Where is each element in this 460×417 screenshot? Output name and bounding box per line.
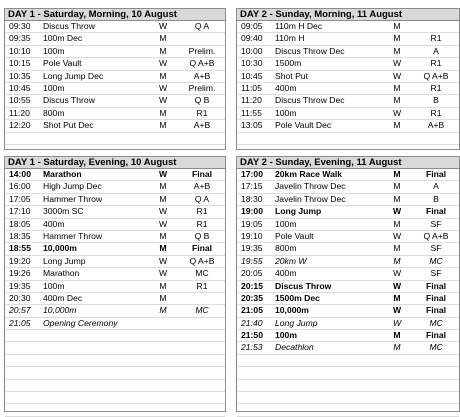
event-cell: Long Jump: [275, 206, 322, 217]
event-cell: Pole Vault: [275, 230, 314, 241]
phase-cell: R1: [196, 206, 208, 217]
time-cell: 10:55: [9, 95, 31, 106]
event-cell: Discus Throw: [43, 21, 95, 31]
time-cell: 10:30: [241, 58, 263, 69]
event-cell: 1500m: [275, 58, 302, 69]
phase-cell: Prelim.: [188, 82, 216, 93]
gender-cell: W: [158, 218, 168, 229]
gender-cell: W: [158, 169, 168, 179]
table-row: [237, 243, 459, 255]
event-cell: Javelin Throw Dec: [275, 181, 346, 192]
table-row: [237, 305, 459, 317]
table-row: [237, 355, 459, 367]
table-row: [5, 181, 225, 193]
table-row: [5, 71, 225, 83]
gender-cell: M: [159, 280, 167, 291]
phase-cell: Final: [191, 243, 213, 254]
phase-cell: R1: [430, 33, 442, 44]
gender-cell: M: [159, 230, 167, 241]
phase-cell: MC: [195, 268, 209, 279]
event-cell: Discus Throw Dec: [275, 95, 345, 106]
time-cell: 11:55: [241, 107, 262, 118]
time-cell: 19:00: [241, 206, 263, 217]
rows-day1-evening: [5, 169, 225, 417]
time-cell: 14:00: [9, 169, 31, 179]
phase-cell: R1: [196, 107, 208, 118]
table-row: [5, 305, 225, 317]
table-row: [5, 58, 225, 70]
table-row: [237, 33, 459, 45]
event-cell: 800m: [275, 243, 297, 254]
time-cell: 10:10: [9, 45, 31, 56]
event-cell: 800m: [43, 107, 65, 118]
event-cell: Long Jump: [275, 317, 318, 328]
phase-cell: A: [433, 45, 439, 56]
event-cell: 400m: [275, 82, 297, 93]
event-cell: Hammer Throw: [43, 193, 103, 204]
phase-cell: Q B: [194, 230, 210, 241]
phase-cell: A+B: [427, 120, 445, 131]
table-row: [5, 367, 225, 379]
gender-cell: W: [392, 58, 402, 69]
table-row: [237, 120, 459, 132]
table-row: [237, 194, 459, 206]
event-cell: 10,000m: [275, 305, 309, 316]
gender-cell: M: [159, 33, 167, 44]
event-cell: 100m: [43, 82, 65, 93]
block-title: DAY 1 - Saturday, Evening, 10 August: [5, 157, 225, 169]
phase-cell: MC: [429, 317, 443, 328]
event-cell: 20km Race Walk: [275, 169, 343, 179]
event-cell: High Jump Dec: [43, 181, 102, 192]
event-cell: 100m: [275, 330, 297, 341]
gender-cell: M: [393, 342, 401, 353]
gender-cell: M: [159, 305, 167, 316]
event-cell: Marathon: [43, 169, 82, 179]
gender-cell: M: [159, 193, 167, 204]
phase-cell: Q A+B: [189, 255, 215, 266]
event-cell: 400m Dec: [43, 292, 83, 303]
time-cell: 10:45: [9, 82, 31, 93]
phase-cell: Final: [425, 206, 447, 217]
table-row: [237, 380, 459, 392]
gender-cell: W: [158, 95, 168, 106]
time-cell: 13:05: [241, 120, 263, 131]
table-row: [237, 268, 459, 280]
time-cell: 10:15: [9, 58, 31, 69]
gender-cell: W: [158, 58, 168, 69]
time-cell: 21:40: [241, 317, 263, 328]
time-cell: 18:35: [9, 230, 31, 241]
time-cell: 17:15: [241, 181, 263, 192]
gender-cell: M: [393, 45, 401, 56]
time-cell: 19:55: [241, 255, 263, 266]
phase-cell: Q A+B: [423, 70, 449, 81]
table-row: [237, 46, 459, 58]
gender-cell: W: [392, 230, 402, 241]
gender-cell: M: [393, 218, 401, 229]
event-cell: Shot Put Dec: [43, 120, 94, 131]
table-row: [237, 108, 459, 120]
time-cell: 09:40: [241, 33, 263, 44]
table-row: [5, 392, 225, 404]
table-row: [5, 169, 225, 181]
table-row: [5, 342, 225, 354]
table-row: [237, 392, 459, 404]
phase-cell: Final: [425, 305, 447, 316]
table-row: [5, 83, 225, 95]
phase-cell: B: [433, 95, 439, 106]
gender-cell: W: [392, 70, 402, 81]
gender-cell: W: [158, 268, 168, 279]
phase-cell: MC: [429, 255, 443, 266]
table-row: [5, 120, 225, 132]
event-cell: Discus Throw Dec: [275, 45, 345, 56]
time-cell: 10:45: [241, 70, 263, 81]
event-cell: 400m: [275, 268, 297, 279]
event-cell: 10,000m: [43, 305, 77, 316]
table-row: [237, 219, 459, 231]
gender-cell: M: [159, 292, 167, 303]
time-cell: 19:10: [241, 230, 263, 241]
gender-cell: W: [158, 21, 168, 31]
time-cell: 18:55: [9, 243, 31, 254]
table-row: [237, 231, 459, 243]
gender-cell: M: [159, 243, 167, 254]
phase-cell: Q B: [194, 95, 210, 106]
table-row: [237, 281, 459, 293]
phase-cell: SF: [430, 268, 442, 279]
table-row: [237, 404, 459, 416]
time-cell: 19:05: [241, 218, 263, 229]
phase-cell: R1: [196, 218, 208, 229]
gender-cell: W: [392, 280, 402, 291]
table-row: [5, 219, 225, 231]
table-row: [237, 256, 459, 268]
time-cell: 20:15: [241, 280, 263, 291]
phase-cell: A+B: [193, 70, 211, 81]
block-title: DAY 2 - Sunday, Morning, 11 August: [237, 9, 459, 21]
rows-day2-evening: [237, 169, 459, 417]
phase-cell: R1: [430, 58, 442, 69]
block-title: DAY 1 - Saturday, Morning, 10 August: [5, 9, 225, 21]
table-row: [5, 46, 225, 58]
time-cell: 18:30: [241, 193, 263, 204]
table-row: [237, 133, 459, 145]
phase-cell: Prelim.: [188, 45, 216, 56]
event-cell: Long Jump Dec: [43, 70, 104, 81]
table-row: [5, 133, 225, 145]
phase-cell: A+B: [193, 120, 211, 131]
gender-cell: W: [392, 107, 402, 118]
schedule-sheet: [2, 8, 460, 414]
phase-cell: Final: [191, 169, 213, 179]
event-cell: Pole Vault Dec: [275, 120, 332, 131]
table-row: [237, 318, 459, 330]
time-cell: 19:20: [9, 255, 31, 266]
table-row: [237, 206, 459, 218]
table-row: [5, 380, 225, 392]
time-cell: 10:00: [241, 45, 263, 56]
table-row: [5, 95, 225, 107]
time-cell: 19:35: [241, 243, 263, 254]
gender-cell: W: [392, 206, 402, 217]
gender-cell: M: [393, 82, 401, 93]
event-cell: Hammer Throw: [43, 230, 103, 241]
phase-cell: SF: [430, 218, 442, 229]
time-cell: 21:53: [241, 342, 263, 353]
time-cell: 19:26: [9, 268, 31, 279]
gender-cell: M: [393, 181, 401, 192]
time-cell: 20:30: [9, 292, 31, 303]
time-cell: 17:00: [241, 169, 263, 179]
event-cell: 1500m Dec: [275, 292, 320, 303]
gender-cell: M: [393, 255, 401, 266]
time-cell: 11:20: [241, 95, 262, 106]
table-row: [237, 21, 459, 33]
gender-cell: M: [159, 107, 167, 118]
phase-cell: A+B: [193, 181, 211, 192]
time-cell: 20:05: [241, 268, 263, 279]
phase-cell: SF: [430, 243, 442, 254]
event-cell: Marathon: [43, 268, 80, 279]
phase-cell: Q A+B: [189, 58, 215, 69]
time-cell: 18:05: [9, 218, 31, 229]
gender-cell: M: [393, 33, 401, 44]
gender-cell: M: [393, 292, 401, 303]
time-cell: 17:05: [9, 193, 31, 204]
block-day2-evening: [236, 156, 460, 412]
event-cell: 10,000m: [43, 243, 77, 254]
event-cell: 110m H: [275, 33, 305, 44]
event-cell: 400m: [43, 218, 65, 229]
table-row: [5, 293, 225, 305]
time-cell: 21:05: [241, 305, 263, 316]
event-cell: Opening Ceremony: [43, 317, 118, 328]
table-row: [5, 194, 225, 206]
event-cell: 100m: [43, 45, 65, 56]
gender-cell: M: [159, 120, 167, 131]
table-row: [5, 33, 225, 45]
table-row: [237, 330, 459, 342]
event-cell: Pole Vault: [43, 58, 82, 69]
phase-cell: Final: [425, 280, 447, 291]
gender-cell: W: [392, 268, 402, 279]
table-row: [5, 281, 225, 293]
table-row: [237, 342, 459, 354]
event-cell: Javelin Throw Dec: [275, 193, 346, 204]
event-cell: 100m: [275, 218, 297, 229]
event-cell: 100m: [275, 107, 297, 118]
block-day1-morning: [4, 8, 226, 150]
table-row: [237, 71, 459, 83]
event-cell: Decathlon: [275, 342, 314, 353]
table-row: [5, 206, 225, 218]
table-row: [237, 95, 459, 107]
time-cell: 17:10: [9, 206, 31, 217]
gender-cell: M: [393, 330, 401, 341]
time-cell: 11:20: [9, 107, 30, 118]
time-cell: 09:35: [9, 33, 31, 44]
table-row: [237, 181, 459, 193]
block-day2-morning: [236, 8, 460, 150]
table-row: [237, 169, 459, 181]
phase-cell: B: [433, 193, 439, 204]
phase-cell: R1: [430, 82, 442, 93]
phase-cell: MC: [195, 305, 209, 316]
table-row: [5, 268, 225, 280]
gender-cell: M: [393, 95, 401, 106]
table-row: [5, 404, 225, 416]
phase-cell: Q A: [194, 21, 210, 31]
gender-cell: M: [393, 243, 401, 254]
table-row: [237, 58, 459, 70]
time-cell: 11:05: [241, 82, 262, 93]
table-row: [5, 318, 225, 330]
gender-cell: M: [159, 181, 167, 192]
time-cell: 20:35: [241, 292, 263, 303]
table-row: [5, 330, 225, 342]
phase-cell: A: [433, 181, 439, 192]
event-cell: Shot Put: [275, 70, 308, 81]
time-cell: 21:05: [9, 317, 31, 328]
phase-cell: R1: [196, 280, 208, 291]
phase-cell: Final: [425, 330, 447, 341]
event-cell: Discus Throw: [275, 280, 332, 291]
time-cell: 12:20: [9, 120, 31, 131]
block-title: DAY 2 - Sunday, Evening, 11 August: [237, 157, 459, 169]
event-cell: 100m Dec: [43, 33, 83, 44]
gender-cell: M: [393, 193, 401, 204]
table-row: [237, 367, 459, 379]
gender-cell: W: [392, 317, 402, 328]
table-row: [237, 293, 459, 305]
gender-cell: M: [393, 169, 401, 179]
table-row: [5, 256, 225, 268]
phase-cell: MC: [429, 342, 443, 353]
rows-day2-morning: [237, 21, 459, 145]
table-row: [5, 21, 225, 33]
gender-cell: W: [158, 206, 168, 217]
table-row: [5, 243, 225, 255]
gender-cell: M: [393, 120, 401, 131]
table-row: [237, 83, 459, 95]
time-cell: 16:00: [9, 181, 31, 192]
table-row: [5, 108, 225, 120]
gender-cell: W: [158, 82, 168, 93]
event-cell: 3000m SC: [43, 206, 84, 217]
time-cell: 10:35: [9, 70, 31, 81]
time-cell: 20:57: [9, 305, 31, 316]
gender-cell: M: [159, 45, 167, 56]
table-row: [5, 355, 225, 367]
phase-cell: Final: [425, 169, 447, 179]
event-cell: 20km W: [275, 255, 307, 266]
time-cell: 09:30: [9, 21, 31, 31]
event-cell: Discus Throw: [43, 95, 95, 106]
event-cell: 110m H Dec: [275, 21, 323, 31]
table-row: [5, 231, 225, 243]
event-cell: 100m: [43, 280, 65, 291]
gender-cell: W: [158, 255, 168, 266]
phase-cell: R1: [430, 107, 442, 118]
phase-cell: Final: [425, 292, 447, 303]
rows-day1-morning: [5, 21, 225, 145]
phase-cell: Q A+B: [423, 230, 449, 241]
gender-cell: M: [393, 21, 401, 31]
time-cell: 09:05: [241, 21, 263, 31]
time-cell: 21:50: [241, 330, 263, 341]
phase-cell: Q A: [194, 193, 210, 204]
gender-cell: W: [392, 305, 402, 316]
event-cell: Long Jump: [43, 255, 86, 266]
block-day1-evening: [4, 156, 226, 412]
time-cell: 19:35: [9, 280, 31, 291]
gender-cell: M: [159, 70, 167, 81]
